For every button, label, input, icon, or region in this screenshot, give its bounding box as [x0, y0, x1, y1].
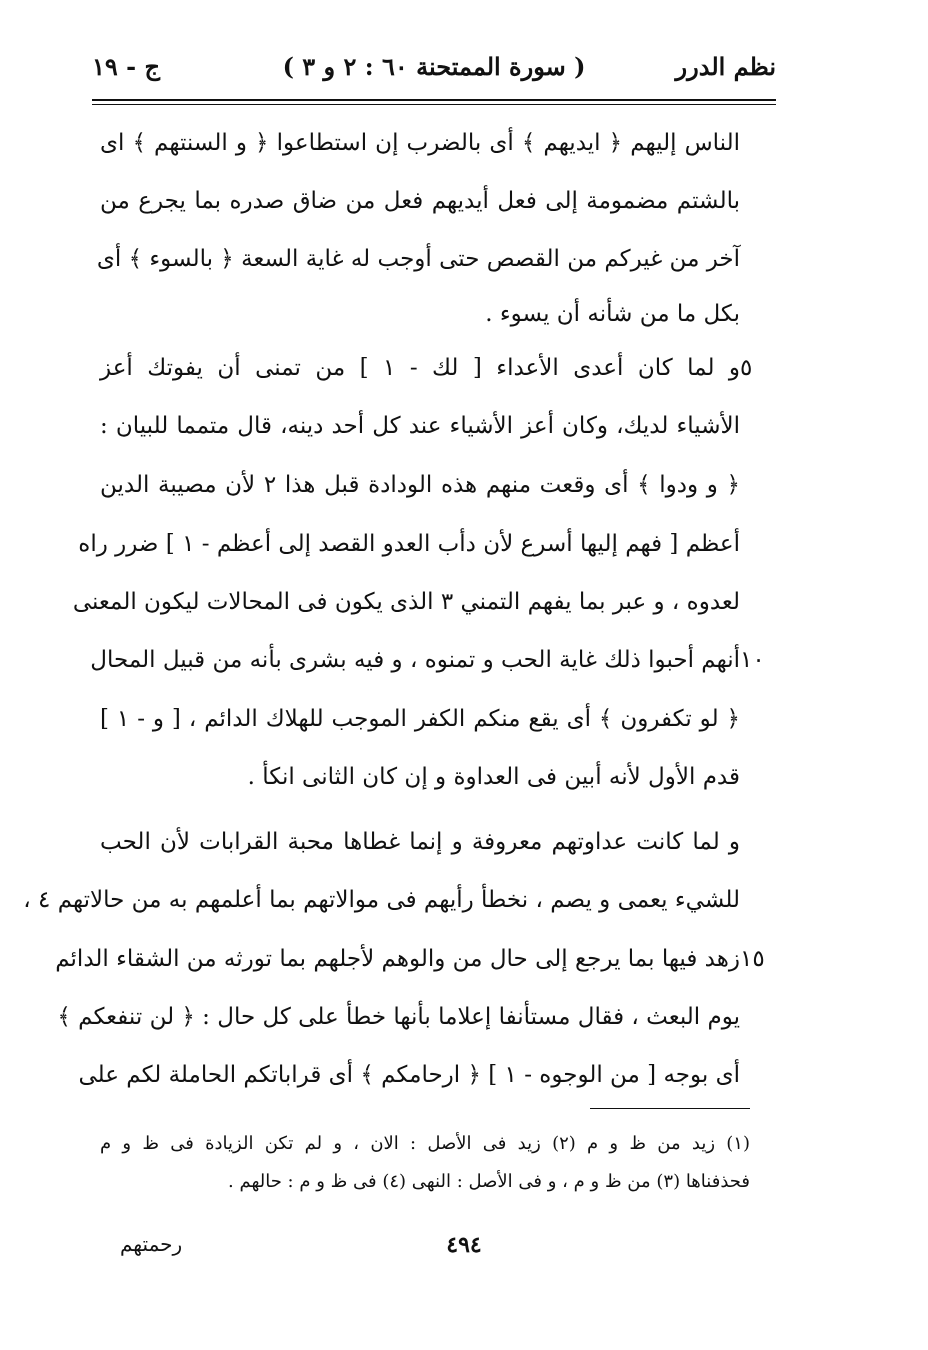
catchword: رحمتهم [120, 1232, 183, 1256]
page-number: ٤٩٤ [446, 1232, 482, 1258]
text-line: آخر من غيركم من القصص حتى أوجب له غاية السعة ﴿ بالسوء ﴾ أى [96, 246, 740, 272]
volume-label: ج - ١٩ [92, 52, 160, 81]
text-line: و لما كان أعدى الأعداء [ لك - ١ ] من تمنى أن يفوتك أعز [100, 355, 740, 381]
text-line: لعدوه ، و عبر بما يفهم التمني ٣ الذى يكون فى المحالات ليكون المعنى [72, 589, 740, 615]
text-line: أى بوجه [ من الوجوه - ١ ] ﴿ ارحامكم ﴾ أى قراباتكم الحاملة لكم على [78, 1062, 740, 1088]
line-number: ٥ [740, 355, 753, 381]
text-line: قدم الأول لأنه أبين فى العداوة و إن كان الثانى انكأ . [247, 764, 740, 790]
text-line: الأشياء لديك، وكان أعز الأشياء عند كل أحد دينه، قال متمما للبيان : [100, 413, 740, 439]
text-line: الناس إليهم ﴿ ايديهم ﴾ أى بالضرب إن استطاعوا ﴿ و السنتهم ﴾ اى [100, 130, 740, 156]
book-title: نظم الدرر [675, 52, 776, 81]
text-line: زهد فيها بما يرجع إلى حال من والوهم لأجلهم بما تورثه من الشقاء الدائم [55, 946, 740, 972]
text-line: بالشتم مضمومة إلى فعل أيديهم فعل من ضاق صدره بما يجرع من [100, 188, 740, 214]
text-line: يوم البعث ، فقال مستأنفا إعلاما بأنها خطأ على كل حال : ﴿ لن تنفعكم ﴾ [57, 1004, 740, 1030]
running-header [92, 52, 776, 92]
text-line: و لما كانت عداوتهم معروفة و إنما غطاها محبة القرابات لأن الحب [100, 829, 740, 855]
line-number: ١٠ [740, 647, 765, 673]
line-number: ١٥ [740, 946, 765, 972]
text-line: أنهم أحبوا ذلك غاية الحب و تمنوه ، و فيه بشرى بأنه من قبيل المحال [90, 647, 740, 673]
footnote-line: فحذفناها (٣) من ظ و م ، و فى الأصل : النهى (٤) فى ظ و م : حالهم . [228, 1171, 750, 1192]
surah-reference: ( سورة الممتحنة ٦٠ : ٢ و ٣ ) [282, 52, 586, 81]
header-rule [92, 99, 776, 101]
text-line: أعظم [ فهم إليها أسرع لأن دأب العدو القصد إلى أعظم - ١ ] ضرر راه [78, 531, 740, 557]
header-rule-thin [92, 104, 776, 105]
text-line: ﴿ و ودوا ﴾ أى وقعت منهم هذه الودادة قبل هذا ٢ لأن مصيبة الدين [100, 472, 740, 498]
text-line: ﴿ لو تكفرون ﴾ أى يقع منكم الكفر الموجب للهلاك الدائم ، [ و - ١ ] [100, 706, 740, 732]
footnote-line: (١) زيد من ظ و م (٢) زيد فى الأصل : الان ، و لم تكن الزيادة فى ظ و م [100, 1133, 750, 1154]
text-line: للشيء يعمى و يصم ، نخطأ رأيهم فى موالاتهم بما أعلمهم به من حالاتهم ٤ ، [23, 887, 740, 913]
text-line: بكل ما من شأنه أن يسوء . [485, 301, 740, 327]
footnote-rule [590, 1108, 750, 1109]
